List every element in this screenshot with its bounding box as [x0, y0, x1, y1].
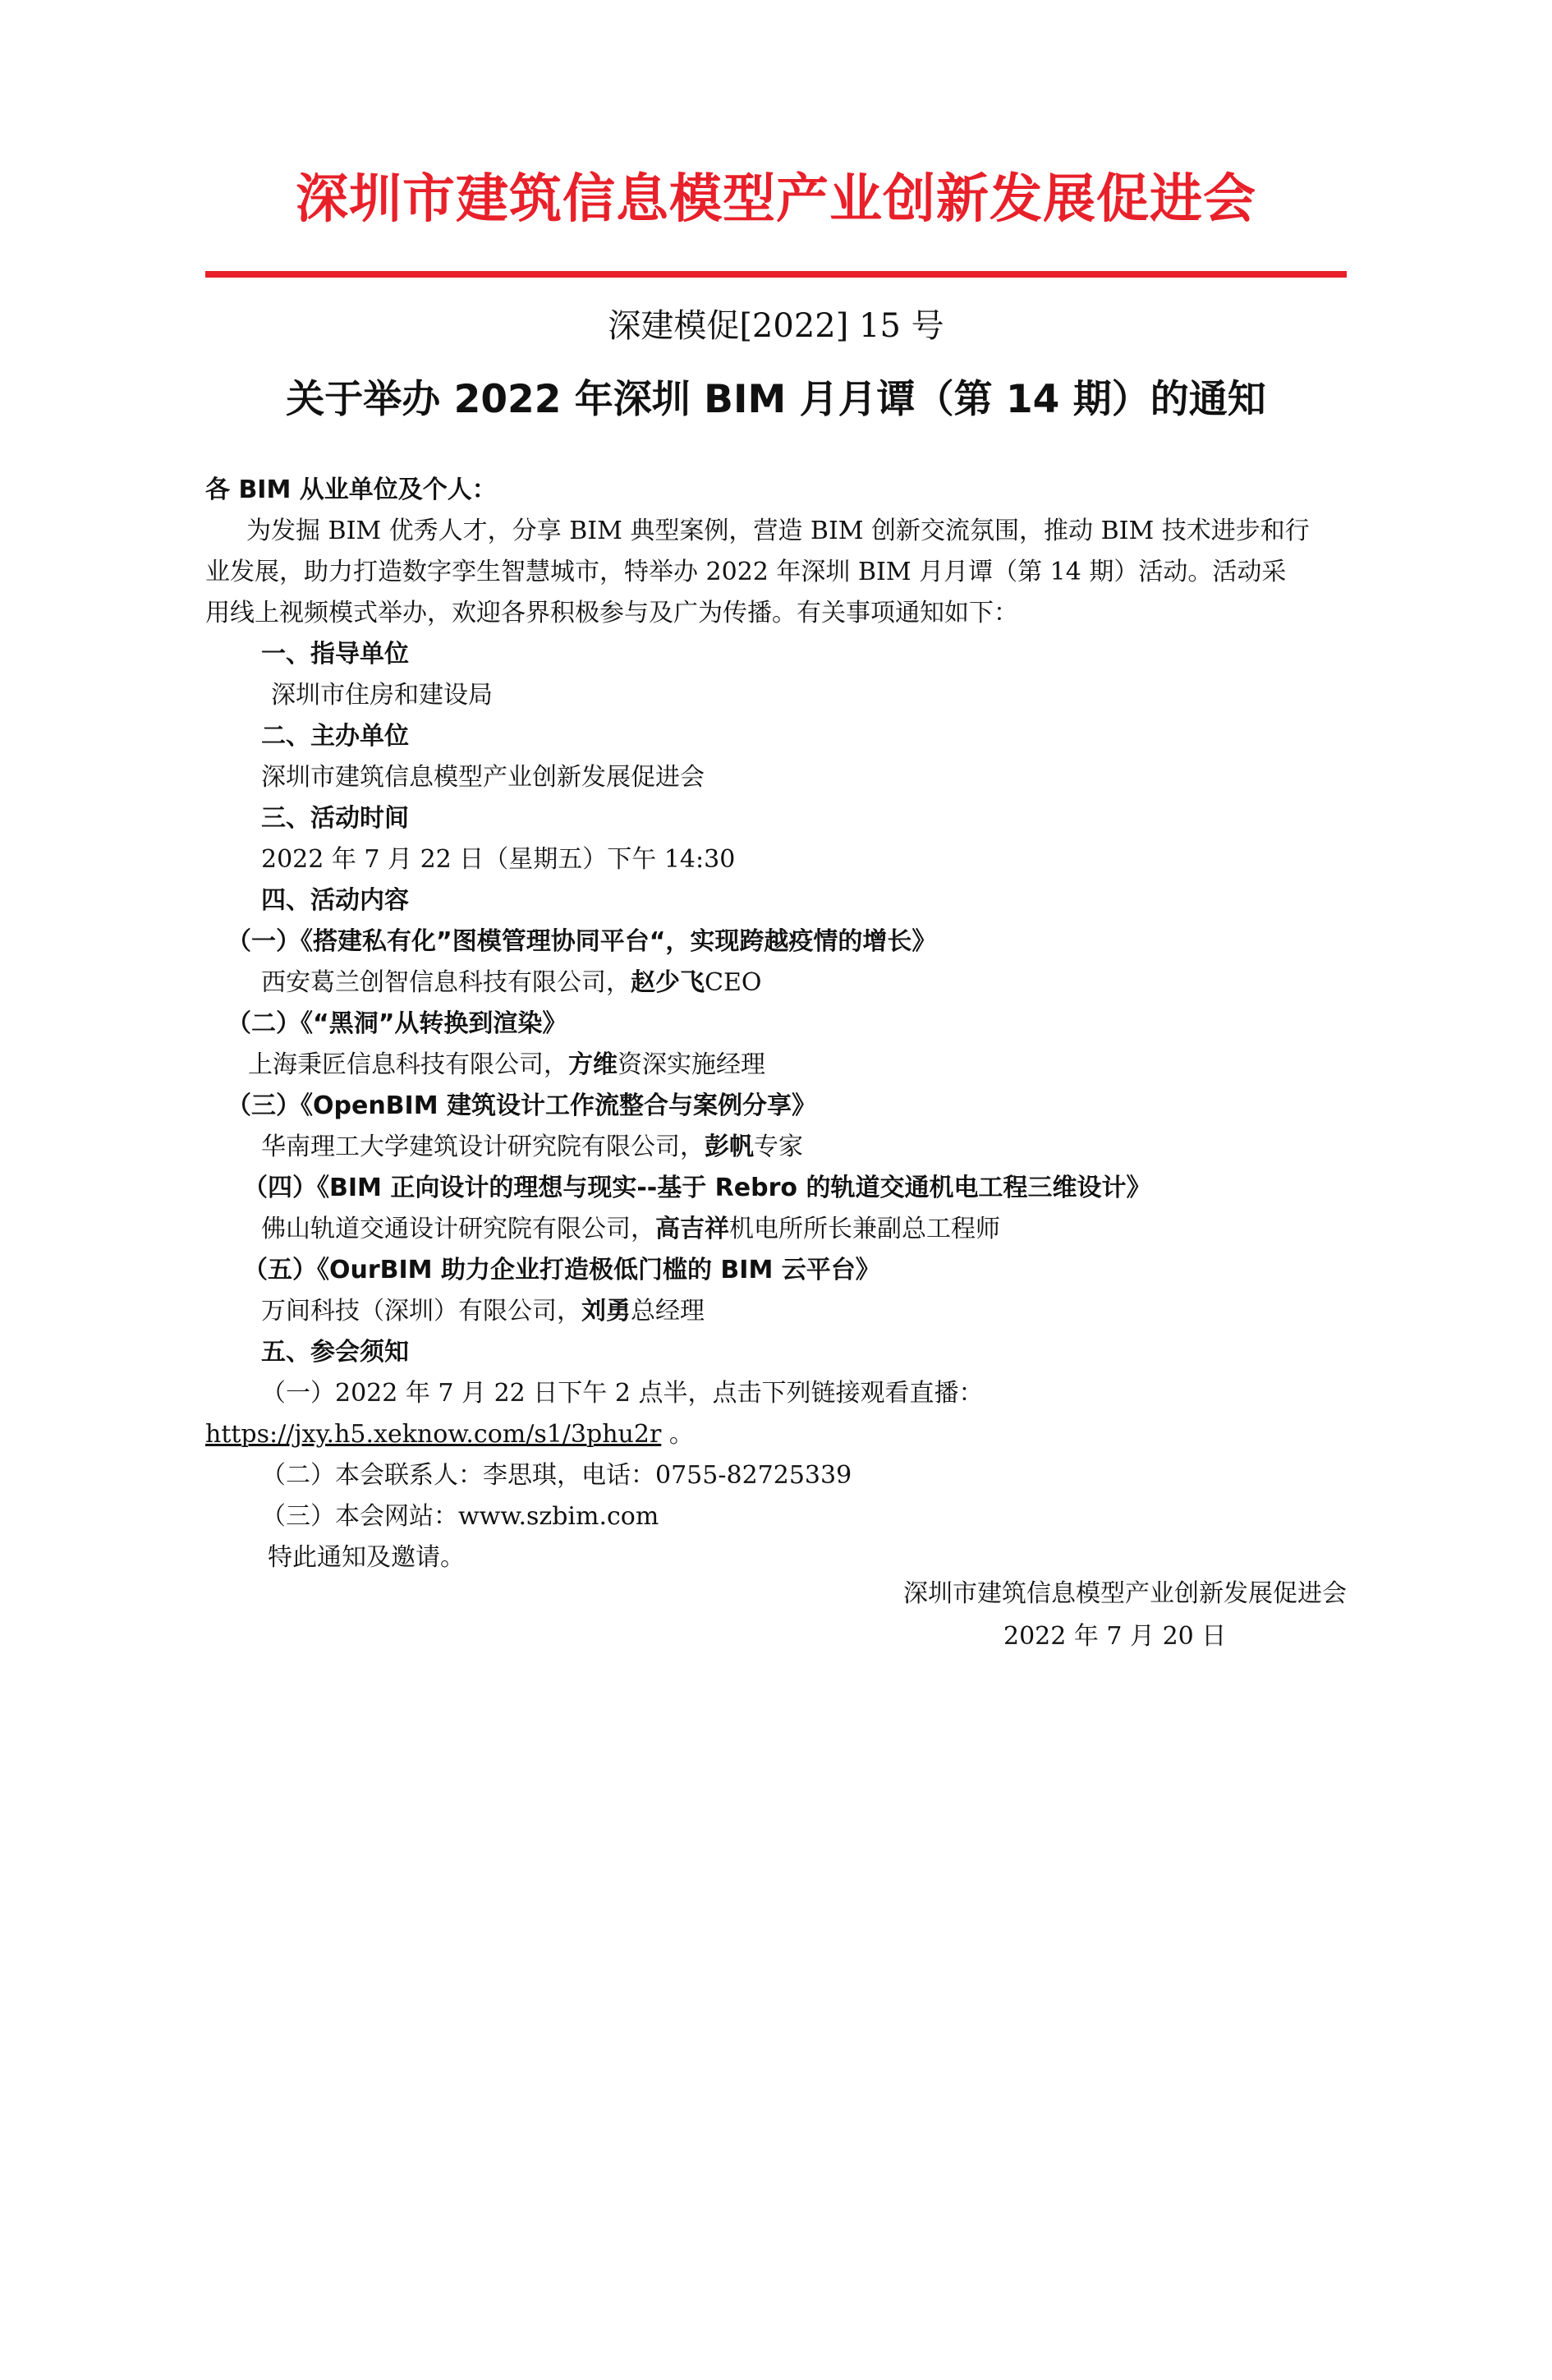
- note-1: （一）2022 年 7 月 22 日下午 2 点半，点击下列链接观看直播：: [261, 1379, 984, 1408]
- talk-4-role: 机电所所长兼副总工程师: [729, 1215, 1000, 1243]
- section-4-heading: 四、活动内容: [261, 886, 409, 915]
- note-3: （三）本会网站：www.szbim.com: [261, 1502, 659, 1531]
- live-stream-link[interactable]: https://jxy.h5.xeknow.com/s1/3phu2r: [205, 1420, 662, 1449]
- intro-line-3: 用线上视频模式举办，欢迎各界积极参与及广为传播。有关事项通知如下：: [205, 599, 1018, 627]
- signature-org: 深圳市建筑信息模型产业创新发展促进会: [903, 1579, 1347, 1608]
- talk-5-role: 总经理: [631, 1297, 705, 1326]
- talk-2-role: 资深实施经理: [618, 1050, 765, 1079]
- talk-4-title: （四）《BIM 正向设计的理想与现实--基于 Rebro 的轨道交通机电工程三维设计》: [243, 1174, 1151, 1202]
- talk-4-speaker-line: [261, 1209, 1000, 1250]
- talk-4-org: 佛山轨道交通设计研究院有限公司，: [261, 1215, 655, 1243]
- talk-3-speaker: 彭帆: [705, 1133, 754, 1161]
- talk-3-speaker-line: [261, 1127, 803, 1168]
- salutation: 各 BIM 从业单位及个人：: [205, 476, 497, 504]
- section-2-body: 深圳市建筑信息模型产业创新发展促进会: [261, 763, 705, 792]
- talk-3-role: 专家: [754, 1133, 803, 1161]
- section-3-heading: 三、活动时间: [261, 804, 409, 833]
- talk-1-org: 西安葛兰创智信息科技有限公司，: [261, 968, 631, 997]
- talk-5-speaker-line: [261, 1291, 705, 1332]
- talk-5-org: 万间科技（深圳）有限公司，: [261, 1297, 581, 1326]
- talk-3-title: （三）《OpenBIM 建筑设计工作流整合与案例分享》: [227, 1091, 817, 1120]
- talk-2-speaker: 方维: [568, 1050, 618, 1079]
- closing-line: 特此通知及邀请。: [268, 1543, 465, 1572]
- note-2: （二）本会联系人：李思琪，电话：0755-82725339: [261, 1461, 852, 1490]
- intro-line-1: 为发掘 BIM 优秀人才，分享 BIM 典型案例，营造 BIM 创新交流氛围，推动 BIM 技术进步和行: [246, 517, 1310, 545]
- section-5-heading: 五、参会须知: [261, 1338, 409, 1367]
- talk-3-org: 华南理工大学建筑设计研究院有限公司，: [261, 1133, 705, 1161]
- talk-1-role: CEO: [705, 968, 762, 997]
- talk-1-speaker: 赵少飞: [631, 968, 705, 997]
- org-title: 深圳市建筑信息模型产业创新发展促进会: [296, 169, 1256, 230]
- doc-number: 深建模促[2022] 15 号: [608, 307, 944, 345]
- section-1-body: 深圳市住房和建设局: [271, 681, 493, 710]
- header-red-rule: [205, 271, 1347, 278]
- talk-5-title: （五）《OurBIM 助力企业打造极低门槛的 BIM 云平台》: [243, 1256, 880, 1284]
- notice-title: 关于举办 2022 年深圳 BIM 月月谭（第 14 期）的通知: [286, 377, 1266, 422]
- talk-2-speaker-line: [248, 1045, 765, 1086]
- talk-4-speaker: 高吉祥: [655, 1215, 729, 1243]
- live-link-suffix: 。: [661, 1420, 694, 1449]
- talk-5-speaker: 刘勇: [581, 1297, 631, 1326]
- talk-2-title: （二）《“黑洞”从转换到渲染》: [227, 1009, 567, 1038]
- talk-1-title: （一）《搭建私有化”图模管理协同平台“，实现跨越疫情的增长》: [227, 927, 937, 956]
- section-1-heading: 一、指导单位: [261, 640, 409, 669]
- talk-1-speaker-line: [261, 963, 761, 1004]
- live-link-line: [205, 1414, 694, 1455]
- section-3-body: 2022 年 7 月 22 日（星期五）下午 14:30: [261, 845, 736, 874]
- signature-date: 2022 年 7 月 20 日: [1003, 1622, 1227, 1651]
- talk-2-org: 上海秉匠信息科技有限公司，: [248, 1050, 568, 1079]
- section-2-heading: 二、主办单位: [261, 722, 409, 751]
- intro-line-2: 业发展，助力打造数字孪生智慧城市，特举办 2022 年深圳 BIM 月月谭（第 14 期）活动。活动采: [205, 558, 1287, 586]
